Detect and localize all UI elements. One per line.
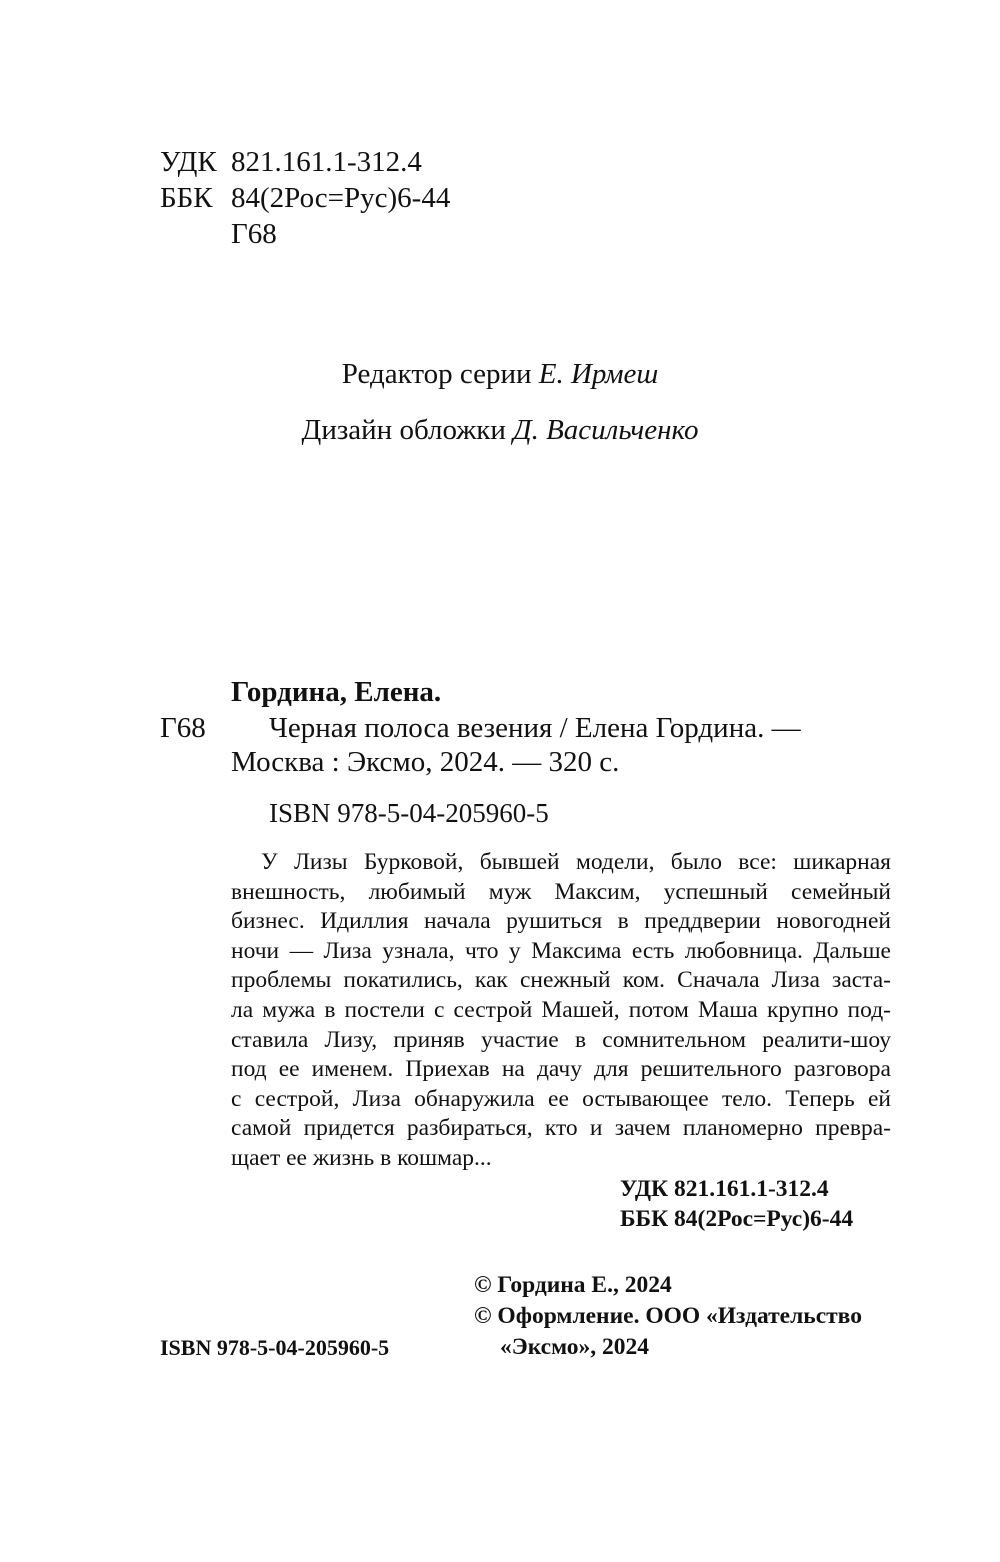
copyright-design-line1: © Оформление. ООО «Издательство [474,1303,862,1329]
footer-isbn: ISBN 978-5-04-205960-5 [160,1335,390,1360]
cover-design-name: Д. Васильченко [513,414,699,446]
bbk-value: 84(2Рос=Рус)6-44 [231,182,451,214]
top-classification [0,145,1000,255]
annotation-line: с сестрой, Лиза обнаружила ее остывающее тело. Теперь ей [231,1085,891,1112]
annotation-line: щает ее жизнь в кошмар... [231,1144,492,1171]
annotation [231,848,891,1174]
udk-value: 821.161.1-312.4 [231,146,422,178]
annotation-line: внешность, любимый муж Максим, успешный семейный [231,878,891,905]
author-mark-top: Г68 [231,218,277,250]
annotation-line: ла мужа в постели с сестрой Машей, потом Маша крупно под- [231,996,891,1023]
isbn-line: ISBN 978-5-04-205960-5 [269,798,549,828]
annotation-line: ночи — Лиза узнала, что у Максима есть любовница. Дальше [231,937,891,964]
cover-design-label: Дизайн обложки [301,414,506,446]
copyright-design-line2: «Эксмо», 2024 [500,1334,650,1360]
annotation-line: У Лизы Бурковой, бывшей модели, было все: шикарная [261,849,891,875]
author-mark: Г68 [160,712,206,744]
bbk-label: ББК [160,182,213,214]
annotation-line: под ее именем. Приехав на дачу для решительного разговора [231,1056,891,1083]
annotation-line: проблемы покатились, как снежный ком. Сначала Лиза заста- [231,967,891,994]
author-heading: Гордина, Елена. [231,676,442,708]
udk-label: УДК [160,146,217,178]
series-editor-name: Е. Ирмеш [538,358,659,390]
copyright-author: © Гордина Е., 2024 [474,1272,672,1298]
bottom-bbk: ББК 84(2Рос=Рус)6-44 [620,1206,854,1232]
publication-line: Москва : Эксмо, 2024. — 320 с. [231,746,620,778]
annotation-line: ставила Лизу, приняв участие в сомнительном реалити-шоу [231,1026,891,1053]
title-line: Черная полоса везения / Елена Гордина. — [269,712,801,744]
series-editor-label: Редактор серии [341,358,532,390]
annotation-line: самой придется разбираться, кто и зачем планомерно превра- [231,1115,891,1142]
series-editor-credit [0,358,1000,391]
annotation-line: бизнес. Идиллия начала рушиться в преддверии новогодней [231,908,891,935]
bottom-udk: УДК 821.161.1-312.4 [620,1176,829,1202]
cover-design-credit [0,414,1000,447]
